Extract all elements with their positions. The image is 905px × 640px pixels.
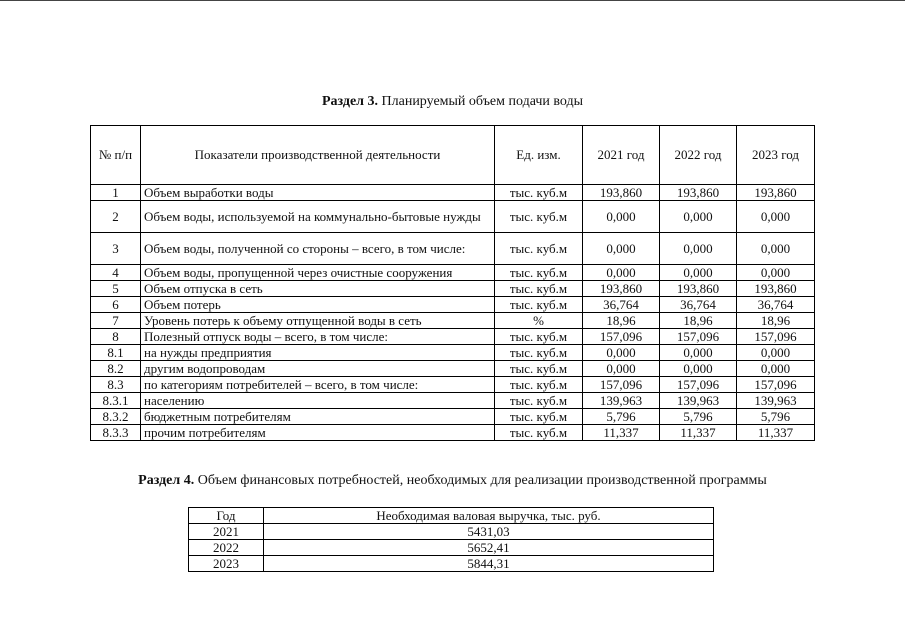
revenue-table bbox=[188, 507, 714, 572]
row-num: 7 bbox=[91, 313, 141, 329]
row-num: 8.3.1 bbox=[91, 393, 141, 409]
row-num: 1 bbox=[91, 185, 141, 201]
row-unit: тыс. куб.м bbox=[495, 201, 583, 233]
row-num: 5 bbox=[91, 281, 141, 297]
row-2022: 193,860 bbox=[660, 281, 737, 297]
row-2023: 193,860 bbox=[737, 281, 815, 297]
page-top-border bbox=[0, 0, 905, 1]
row-revenue: 5844,31 bbox=[264, 556, 714, 572]
header-2023: 2023 год bbox=[737, 126, 815, 185]
row-indicator: на нужды предприятия bbox=[141, 345, 495, 361]
table-row bbox=[91, 393, 815, 409]
water-supply-table bbox=[90, 125, 815, 441]
table-row bbox=[91, 409, 815, 425]
row-2021: 139,963 bbox=[583, 393, 660, 409]
row-indicator: Объем отпуска в сеть bbox=[141, 281, 495, 297]
row-2023: 0,000 bbox=[737, 233, 815, 265]
section4-title-bold: Раздел 4. bbox=[138, 473, 195, 488]
row-unit: % bbox=[495, 313, 583, 329]
row-2023: 193,860 bbox=[737, 185, 815, 201]
row-2021: 5,796 bbox=[583, 409, 660, 425]
row-num: 8.1 bbox=[91, 345, 141, 361]
row-num: 2 bbox=[91, 201, 141, 233]
table-row bbox=[91, 281, 815, 297]
table-row bbox=[91, 265, 815, 281]
row-2022: 0,000 bbox=[660, 201, 737, 233]
row-2022: 139,963 bbox=[660, 393, 737, 409]
row-unit: тыс. куб.м bbox=[495, 345, 583, 361]
section4-title bbox=[0, 473, 905, 489]
table-row bbox=[91, 185, 815, 201]
row-indicator: населению bbox=[141, 393, 495, 409]
row-2022: 193,860 bbox=[660, 185, 737, 201]
row-indicator: другим водопроводам bbox=[141, 361, 495, 377]
row-indicator: по категориям потребителей – всего, в том числе: bbox=[141, 377, 495, 393]
row-2021: 0,000 bbox=[583, 265, 660, 281]
table-row bbox=[189, 524, 714, 540]
header-2021: 2021 год bbox=[583, 126, 660, 185]
row-2021: 193,860 bbox=[583, 185, 660, 201]
row-2021: 11,337 bbox=[583, 425, 660, 441]
section3-title-bold: Раздел 3. bbox=[321, 94, 379, 109]
row-indicator: прочим потребителям bbox=[141, 425, 495, 441]
row-2022: 0,000 bbox=[660, 361, 737, 377]
table-row bbox=[91, 329, 815, 345]
row-revenue: 5652,41 bbox=[264, 540, 714, 556]
table-row bbox=[91, 425, 815, 441]
row-2023: 0,000 bbox=[737, 345, 815, 361]
row-2023: 157,096 bbox=[737, 329, 815, 345]
header-indicator: Показатели производственной деятельности bbox=[141, 126, 495, 185]
row-2023: 18,96 bbox=[737, 313, 815, 329]
row-indicator: бюджетным потребителям bbox=[141, 409, 495, 425]
row-num: 8.3.2 bbox=[91, 409, 141, 425]
row-indicator: Объем воды, пропущенной через очистные сооружения bbox=[141, 265, 495, 281]
row-2021: 0,000 bbox=[583, 201, 660, 233]
row-2021: 0,000 bbox=[583, 345, 660, 361]
row-2021: 157,096 bbox=[583, 377, 660, 393]
row-unit: тыс. куб.м bbox=[495, 409, 583, 425]
row-2022: 0,000 bbox=[660, 265, 737, 281]
row-unit: тыс. куб.м bbox=[495, 233, 583, 265]
row-num: 8.2 bbox=[91, 361, 141, 377]
row-2022: 36,764 bbox=[660, 297, 737, 313]
row-indicator: Объем выработки воды bbox=[141, 185, 495, 201]
row-num: 8 bbox=[91, 329, 141, 345]
row-num: 8.3.3 bbox=[91, 425, 141, 441]
row-2022: 0,000 bbox=[660, 233, 737, 265]
row-num: 3 bbox=[91, 233, 141, 265]
row-indicator: Объем воды, полученной со стороны – всего, в том числе: bbox=[141, 233, 495, 265]
row-unit: тыс. куб.м bbox=[495, 265, 583, 281]
table-row bbox=[189, 556, 714, 572]
row-unit: тыс. куб.м bbox=[495, 393, 583, 409]
table-row bbox=[189, 540, 714, 556]
row-unit: тыс. куб.м bbox=[495, 377, 583, 393]
row-2021: 36,764 bbox=[583, 297, 660, 313]
table-row bbox=[91, 233, 815, 265]
table-row bbox=[91, 297, 815, 313]
table-row bbox=[91, 201, 815, 233]
table-row bbox=[91, 313, 815, 329]
row-indicator: Объем потерь bbox=[141, 297, 495, 313]
row-2022: 157,096 bbox=[660, 377, 737, 393]
section4-title-text: Объем финансовых потребностей, необходимых для реализации производственной программы bbox=[194, 473, 767, 488]
row-year: 2021 bbox=[189, 524, 264, 540]
row-unit: тыс. куб.м bbox=[495, 297, 583, 313]
header-year: Год bbox=[189, 508, 264, 524]
row-2023: 139,963 bbox=[737, 393, 815, 409]
row-year: 2023 bbox=[189, 556, 264, 572]
table-row bbox=[91, 345, 815, 361]
row-num: 8.3 bbox=[91, 377, 141, 393]
row-revenue: 5431,03 bbox=[264, 524, 714, 540]
row-2023: 5,796 bbox=[737, 409, 815, 425]
header-2022: 2022 год bbox=[660, 126, 737, 185]
row-2021: 157,096 bbox=[583, 329, 660, 345]
row-2021: 0,000 bbox=[583, 361, 660, 377]
row-2022: 157,096 bbox=[660, 329, 737, 345]
row-unit: тыс. куб.м bbox=[495, 329, 583, 345]
table-row bbox=[91, 361, 815, 377]
row-2023: 36,764 bbox=[737, 297, 815, 313]
row-num: 6 bbox=[91, 297, 141, 313]
table-header-row bbox=[91, 126, 815, 185]
row-year: 2022 bbox=[189, 540, 264, 556]
row-unit: тыс. куб.м bbox=[495, 425, 583, 441]
row-2023: 11,337 bbox=[737, 425, 815, 441]
row-2022: 11,337 bbox=[660, 425, 737, 441]
section3-title bbox=[0, 94, 905, 110]
row-2022: 5,796 bbox=[660, 409, 737, 425]
row-2022: 18,96 bbox=[660, 313, 737, 329]
row-unit: тыс. куб.м bbox=[495, 185, 583, 201]
row-unit: тыс. куб.м bbox=[495, 281, 583, 297]
row-indicator: Уровень потерь к объему отпущенной воды в сеть bbox=[141, 313, 495, 329]
header-unit: Ед. изм. bbox=[495, 126, 583, 185]
table-header-row bbox=[189, 508, 714, 524]
row-indicator: Объем воды, используемой на коммунально-бытовые нужды bbox=[141, 201, 495, 233]
row-2023: 0,000 bbox=[737, 201, 815, 233]
header-num: № п/п bbox=[91, 126, 141, 185]
section3-title-text: Планируемый объем подачи воды bbox=[378, 94, 584, 109]
row-2023: 0,000 bbox=[737, 361, 815, 377]
row-2021: 0,000 bbox=[583, 233, 660, 265]
row-num: 4 bbox=[91, 265, 141, 281]
row-2021: 193,860 bbox=[583, 281, 660, 297]
row-2022: 0,000 bbox=[660, 345, 737, 361]
header-revenue: Необходимая валовая выручка, тыс. руб. bbox=[264, 508, 714, 524]
row-2021: 18,96 bbox=[583, 313, 660, 329]
row-unit: тыс. куб.м bbox=[495, 361, 583, 377]
table-row bbox=[91, 377, 815, 393]
row-indicator: Полезный отпуск воды – всего, в том числе: bbox=[141, 329, 495, 345]
row-2023: 157,096 bbox=[737, 377, 815, 393]
row-2023: 0,000 bbox=[737, 265, 815, 281]
